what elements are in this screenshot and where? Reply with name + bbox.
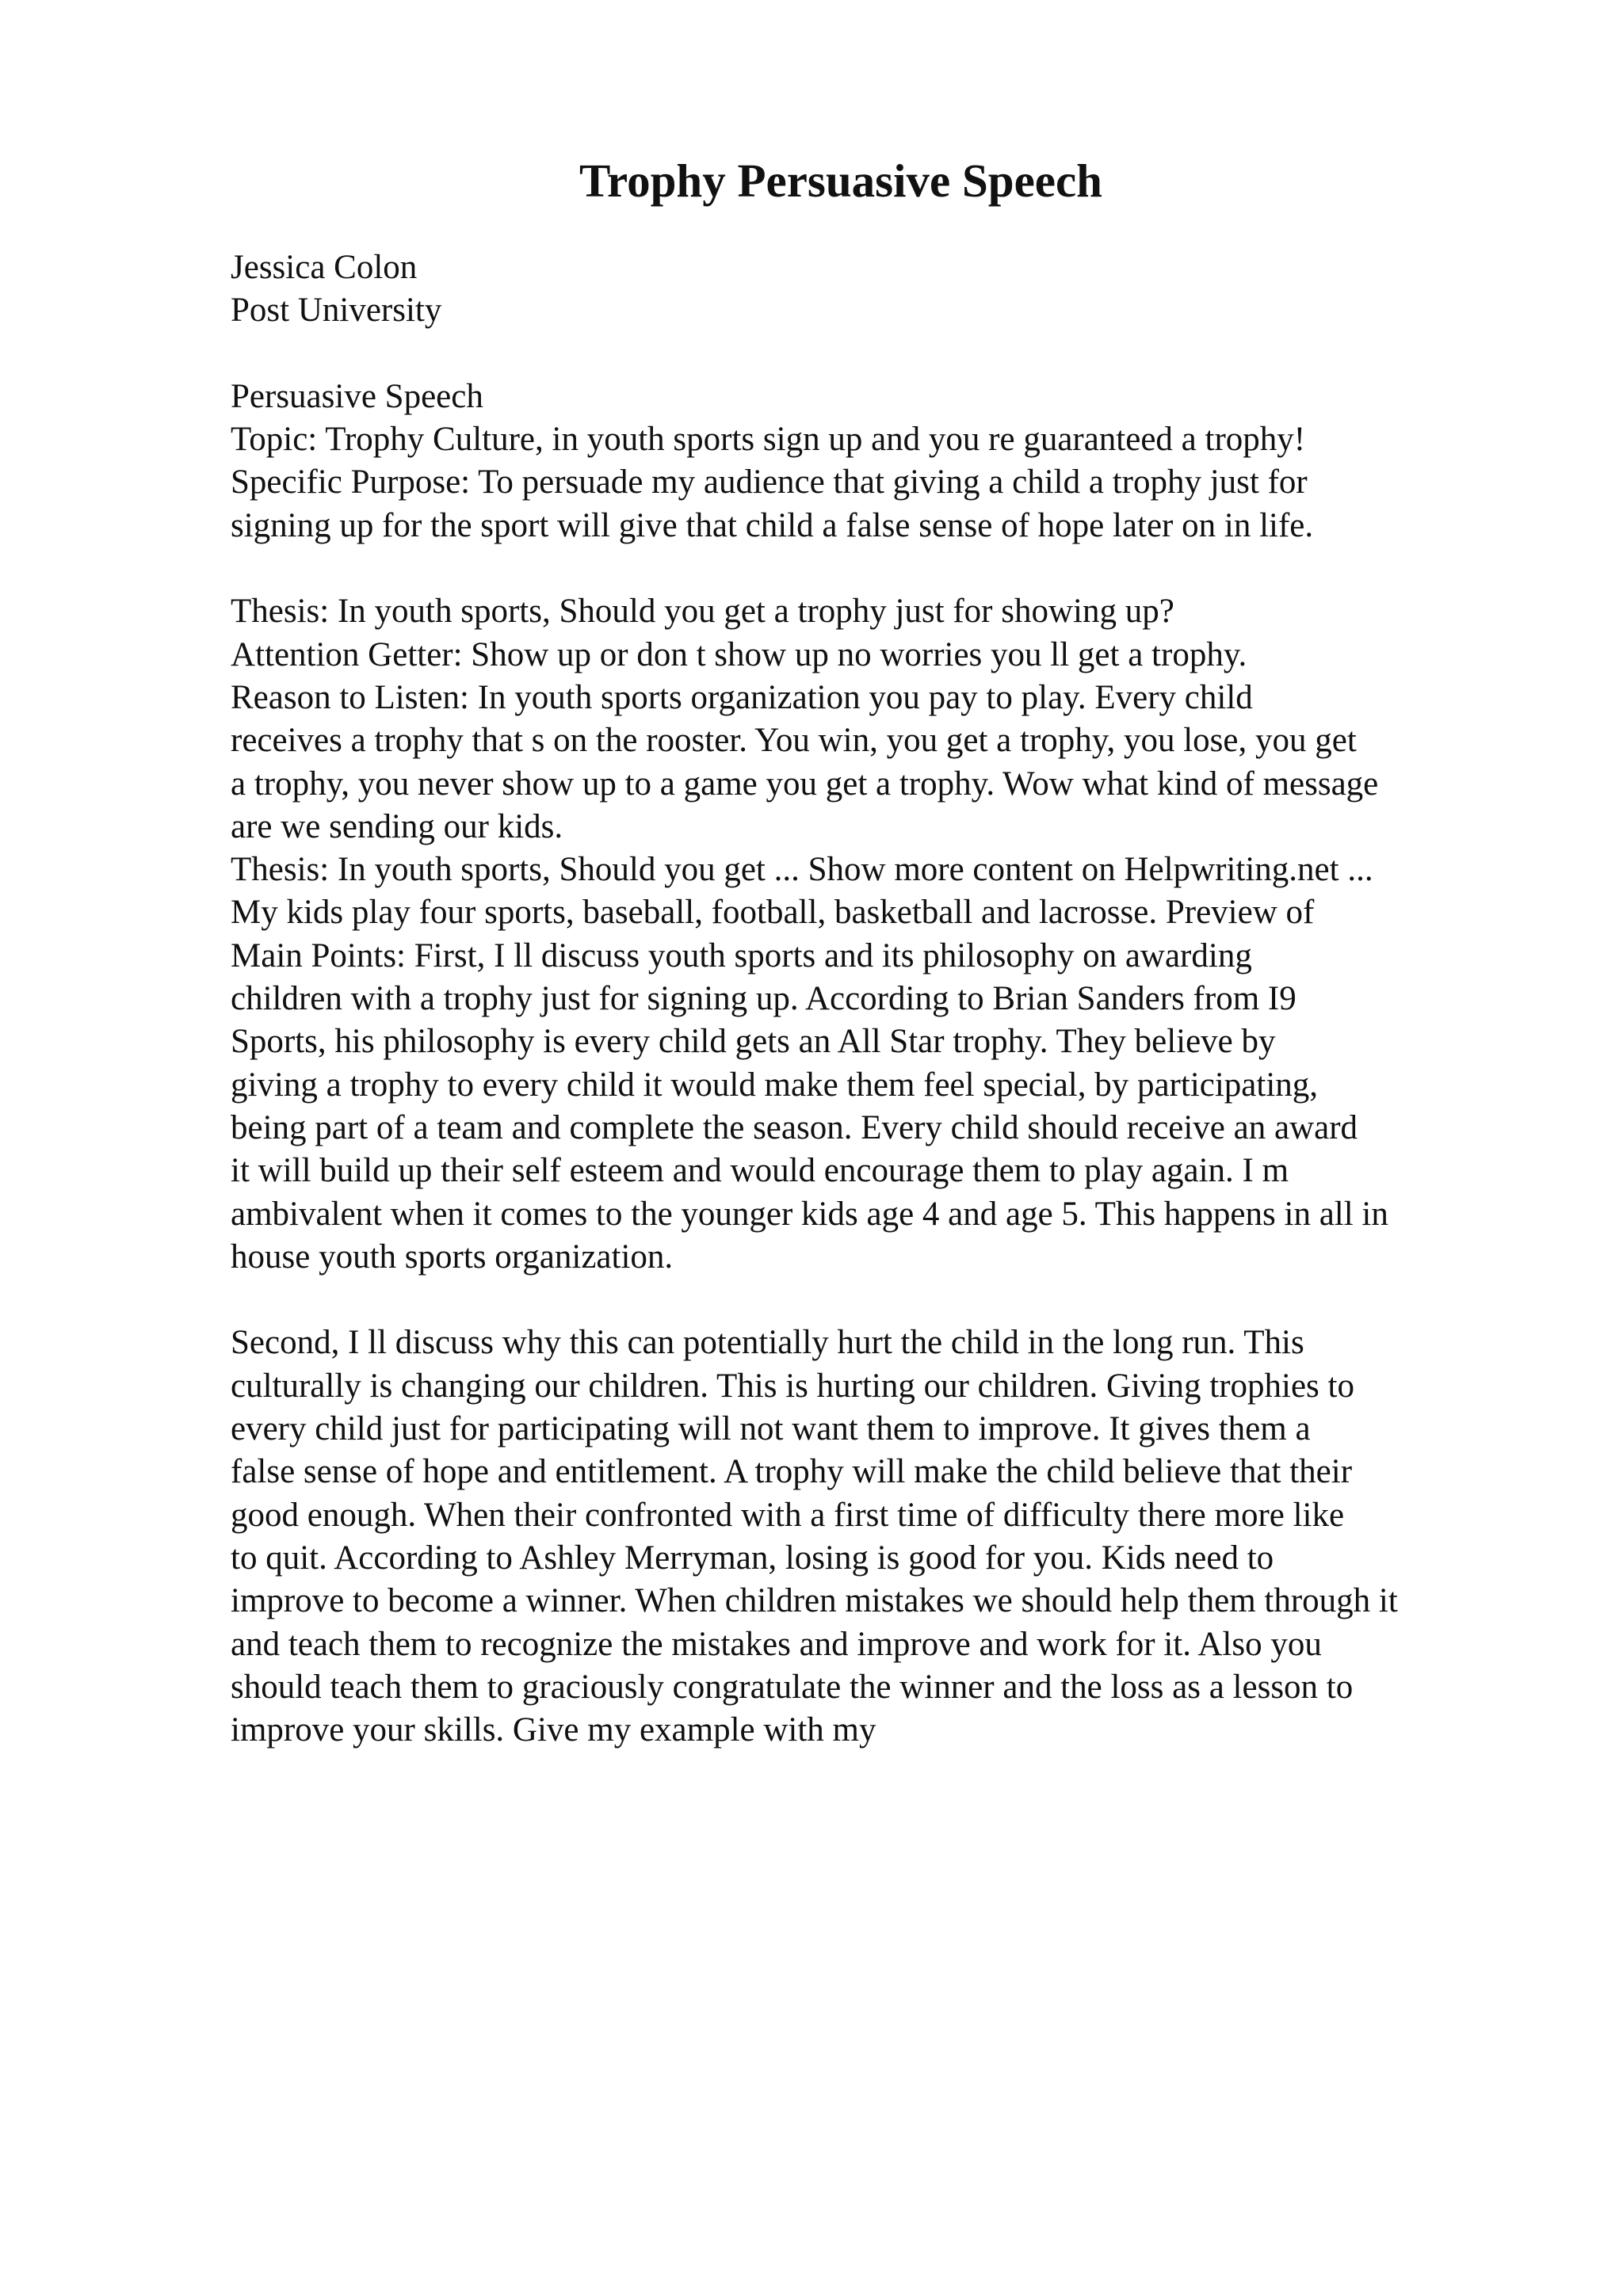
text-line: Reason to Listen: In youth sports organization you pay to play. Every child bbox=[231, 678, 1253, 716]
text-line: Topic: Trophy Culture, in youth sports sign up and you re guaranteed a trophy! bbox=[231, 421, 1306, 459]
document-body bbox=[231, 246, 1578, 1752]
text-line: Main Points: First, I ll discuss youth sports and its philosophy on awarding bbox=[231, 936, 1252, 974]
paragraph-1 bbox=[231, 376, 1578, 547]
text-line: being part of a team and complete the season. Every child should receive an award bbox=[231, 1108, 1358, 1146]
text-line: Sports, his philosophy is every child gets an All Star trophy. They believe by bbox=[231, 1023, 1276, 1061]
text-line: Second, I ll discuss why this can potentially hurt the child in the long run. This bbox=[231, 1324, 1304, 1362]
text-line: receives a trophy that s on the rooster. You win, you get a trophy, you lose, you get bbox=[231, 722, 1357, 760]
text-line: giving a trophy to every child it would make them feel special, by participating, bbox=[231, 1066, 1319, 1104]
text-line: every child just for participating will not want them to improve. It gives them a bbox=[231, 1410, 1311, 1448]
text-line: should teach them to graciously congratulate the winner and the loss as a lesson to bbox=[231, 1668, 1354, 1706]
text-line: it will build up their self esteem and would encourage them to play again. I m bbox=[231, 1152, 1289, 1190]
text-line: improve your skills. Give my example with my bbox=[231, 1711, 876, 1749]
text-line: a trophy, you never show up to a game you get a trophy. Wow what kind of message bbox=[231, 765, 1379, 803]
text-line: are we sending our kids. bbox=[231, 807, 563, 845]
text-line: and teach them to recognize the mistakes and improve and work for it. Also you bbox=[231, 1625, 1322, 1663]
paragraph-spacer bbox=[231, 333, 1578, 376]
paragraph-spacer bbox=[231, 547, 1578, 590]
text-line: house youth sports organization. bbox=[231, 1238, 674, 1276]
document-title: Trophy Persuasive Speech bbox=[579, 154, 1102, 207]
text-line: ambivalent when it comes to the younger kids age 4 and age 5. This happens in all in bbox=[231, 1195, 1388, 1233]
text-line: Attention Getter: Show up or don t show up no worries you ll get a trophy. bbox=[231, 635, 1247, 673]
text-line: good enough. When their confronted with a first time of difficulty there more like bbox=[231, 1496, 1345, 1534]
text-line: to quit. According to Ashley Merryman, losing is good for you. Kids need to bbox=[231, 1539, 1274, 1577]
text-line: Thesis: In youth sports, Should you get a trophy just for showing up? bbox=[231, 593, 1174, 631]
text-line: false sense of hope and entitlement. A trophy will make the child believe that their bbox=[231, 1453, 1353, 1491]
text-line: children with a trophy just for signing up. According to Brian Sanders from I9 bbox=[231, 980, 1296, 1018]
paragraph-spacer bbox=[231, 1279, 1578, 1322]
text-line: signing up for the sport will give that child a false sense of hope later on in life. bbox=[231, 506, 1314, 544]
text-line: culturally is changing our children. This is hurting our children. Giving trophies to bbox=[231, 1367, 1354, 1405]
text-line: Specific Purpose: To persuade my audience that giving a child a trophy just for bbox=[231, 463, 1308, 502]
paragraph-3 bbox=[231, 1322, 1578, 1752]
author-name: Jessica Colon bbox=[231, 249, 418, 286]
institution-name: Post University bbox=[231, 292, 442, 330]
paragraph-2 bbox=[231, 590, 1578, 1279]
text-line: improve to become a winner. When children mistakes we should help them through it bbox=[231, 1582, 1398, 1620]
text-line: My kids play four sports, baseball, football, basketball and lacrosse. Preview of bbox=[231, 894, 1315, 932]
text-line: Persuasive Speech bbox=[231, 377, 483, 415]
text-line: Thesis: In youth sports, Should you get ... Show more content on Helpwriting.net ... bbox=[231, 851, 1373, 889]
